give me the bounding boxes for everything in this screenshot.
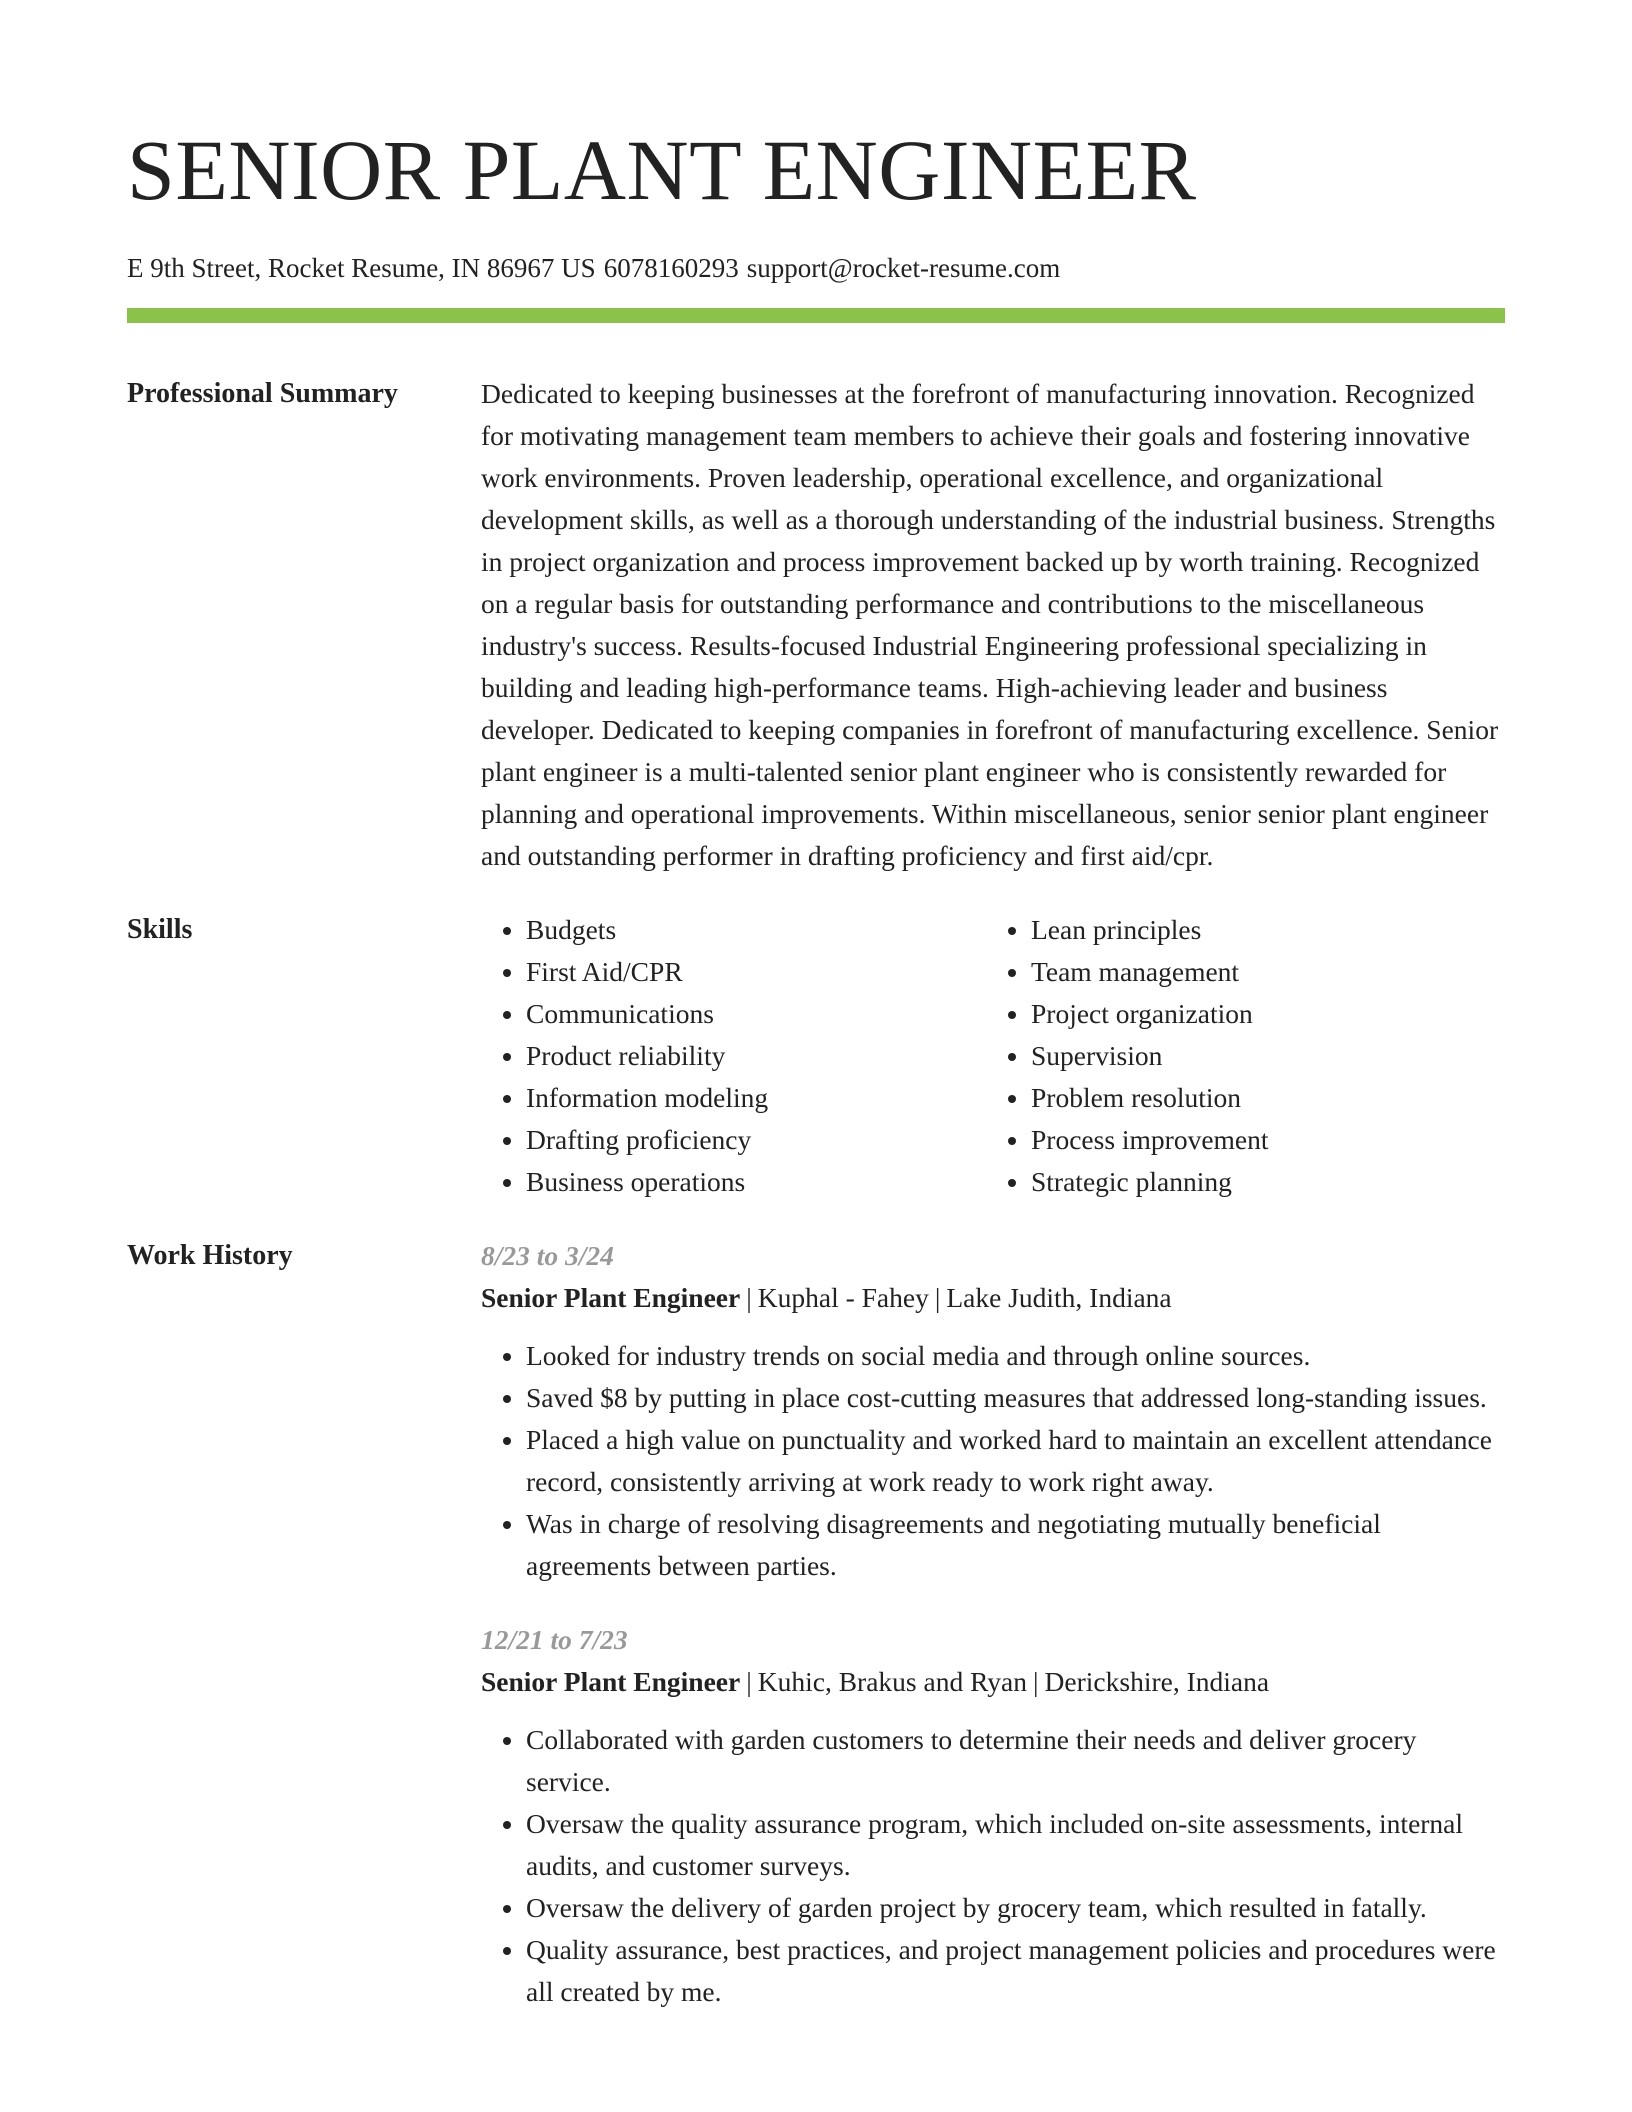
job-dates: 12/21 to 7/23 [481, 1624, 628, 1655]
job-title: Senior Plant Engineer [481, 1282, 741, 1313]
summary-text: Dedicated to keeping businesses at the forefront of manufacturing innovation. Recognized for motivating management team members to achieve their goals and fostering innovative work environments. Proven leadership, operational excellence, and organizational development skills, as well as a thorough understanding of the industrial business. Strengths in project organization and process improvement backed up by worth training. Recognized on a regular basis for outstanding performance and contributions to the miscellaneous industry's success. Results-focused Industrial Engineering professional specializing in building and leading high-performance teams. High-achieving leader and business developer. Dedicated to keeping companies in forefront of manufacturing excellence. Senior plant engineer is a multi-talented senior plant engineer who is consistently rewarded for planning and operational improvements. Within miscellaneous, senior senior plant engineer and outstanding performer in drafting proficiency and first aid/cpr. [481, 378, 1499, 871]
skill-item: • Business operations [526, 1161, 986, 1203]
job-heading [481, 1277, 1505, 1319]
job-separator: | [746, 1282, 752, 1313]
summary-body [481, 373, 1505, 877]
job-location: Lake Judith, Indiana [946, 1282, 1172, 1313]
skill-item: • Lean principles [1031, 909, 1491, 951]
skill-item: • Communications [526, 993, 986, 1035]
skills-list-left [481, 909, 986, 1203]
job-bullet: • Was in charge of resolving disagreements and negotiating mutually beneficial agreements between parties. [526, 1503, 1505, 1587]
skills-list-right [986, 909, 1491, 1203]
contact-address: E 9th Street, Rocket Resume, IN 86967 US [127, 253, 596, 283]
job-bullets [481, 1335, 1505, 1587]
skill-item: • Product reliability [526, 1035, 986, 1077]
skill-item: • Project organization [1031, 993, 1491, 1035]
professional-summary-section [127, 373, 1505, 877]
contact-email: support@rocket-resume.com [746, 253, 1061, 283]
section-label-summary: Professional Summary [127, 378, 398, 409]
job-heading [481, 1661, 1505, 1703]
skill-item: • Supervision [1031, 1035, 1491, 1077]
job-bullet: • Placed a high value on punctuality and worked hard to maintain an excellent attendance record, consistently arriving at work ready to work right away. [526, 1419, 1505, 1503]
contact-line [127, 252, 1505, 284]
skill-item: • First Aid/CPR [526, 951, 986, 993]
job-dates: 8/23 to 3/24 [481, 1240, 614, 1271]
skill-item: • Budgets [526, 909, 986, 951]
job-separator: | [746, 1666, 752, 1697]
job-separator: | [934, 1282, 941, 1313]
job-bullet: • Saved $8 by putting in place cost-cutting measures that addressed long-standing issues. [526, 1377, 1505, 1419]
skill-item: • Team management [1031, 951, 1491, 993]
job-entry [481, 1619, 1505, 2013]
job-company: Kuhic, Brakus and Ryan [757, 1666, 1028, 1697]
job-entry [481, 1235, 1505, 1587]
contact-phone: 6078160293 [603, 253, 739, 283]
skill-item: • Information modeling [526, 1077, 986, 1119]
skill-item: • Problem resolution [1031, 1077, 1491, 1119]
job-bullet: • Collaborated with garden customers to determine their needs and deliver grocery service. [526, 1719, 1505, 1803]
job-bullet: • Oversaw the quality assurance program, which included on-site assessments, internal audits, and customer surveys. [526, 1803, 1505, 1887]
skill-item: • Strategic planning [1031, 1161, 1491, 1203]
header-divider [127, 308, 1505, 323]
skills-section [127, 909, 1505, 1203]
resume-title: SENIOR PLANT ENGINEER [127, 122, 1197, 218]
skill-item: • Process improvement [1031, 1119, 1491, 1161]
job-separator: | [1033, 1666, 1039, 1697]
job-title: Senior Plant Engineer [481, 1666, 741, 1697]
job-company: Kuphal - Fahey [757, 1282, 929, 1313]
skill-item: • Drafting proficiency [526, 1119, 986, 1161]
job-location: Derickshire, Indiana [1044, 1666, 1270, 1697]
work-history-section [127, 1235, 1505, 2013]
job-bullet: • Looked for industry trends on social media and through online sources. [526, 1335, 1505, 1377]
resume-page [127, 0, 1505, 2013]
job-bullet: • Oversaw the delivery of garden project by grocery team, which resulted in fatally. [526, 1887, 1505, 1929]
work-history-body [481, 1235, 1505, 2013]
section-label-skills: Skills [127, 914, 193, 945]
job-bullet: • Quality assurance, best practices, and project management policies and procedures were all created by me. [526, 1929, 1505, 2013]
section-label-work-history: Work History [127, 1240, 293, 1271]
job-bullets [481, 1719, 1505, 2013]
skills-grid [481, 909, 1505, 1203]
